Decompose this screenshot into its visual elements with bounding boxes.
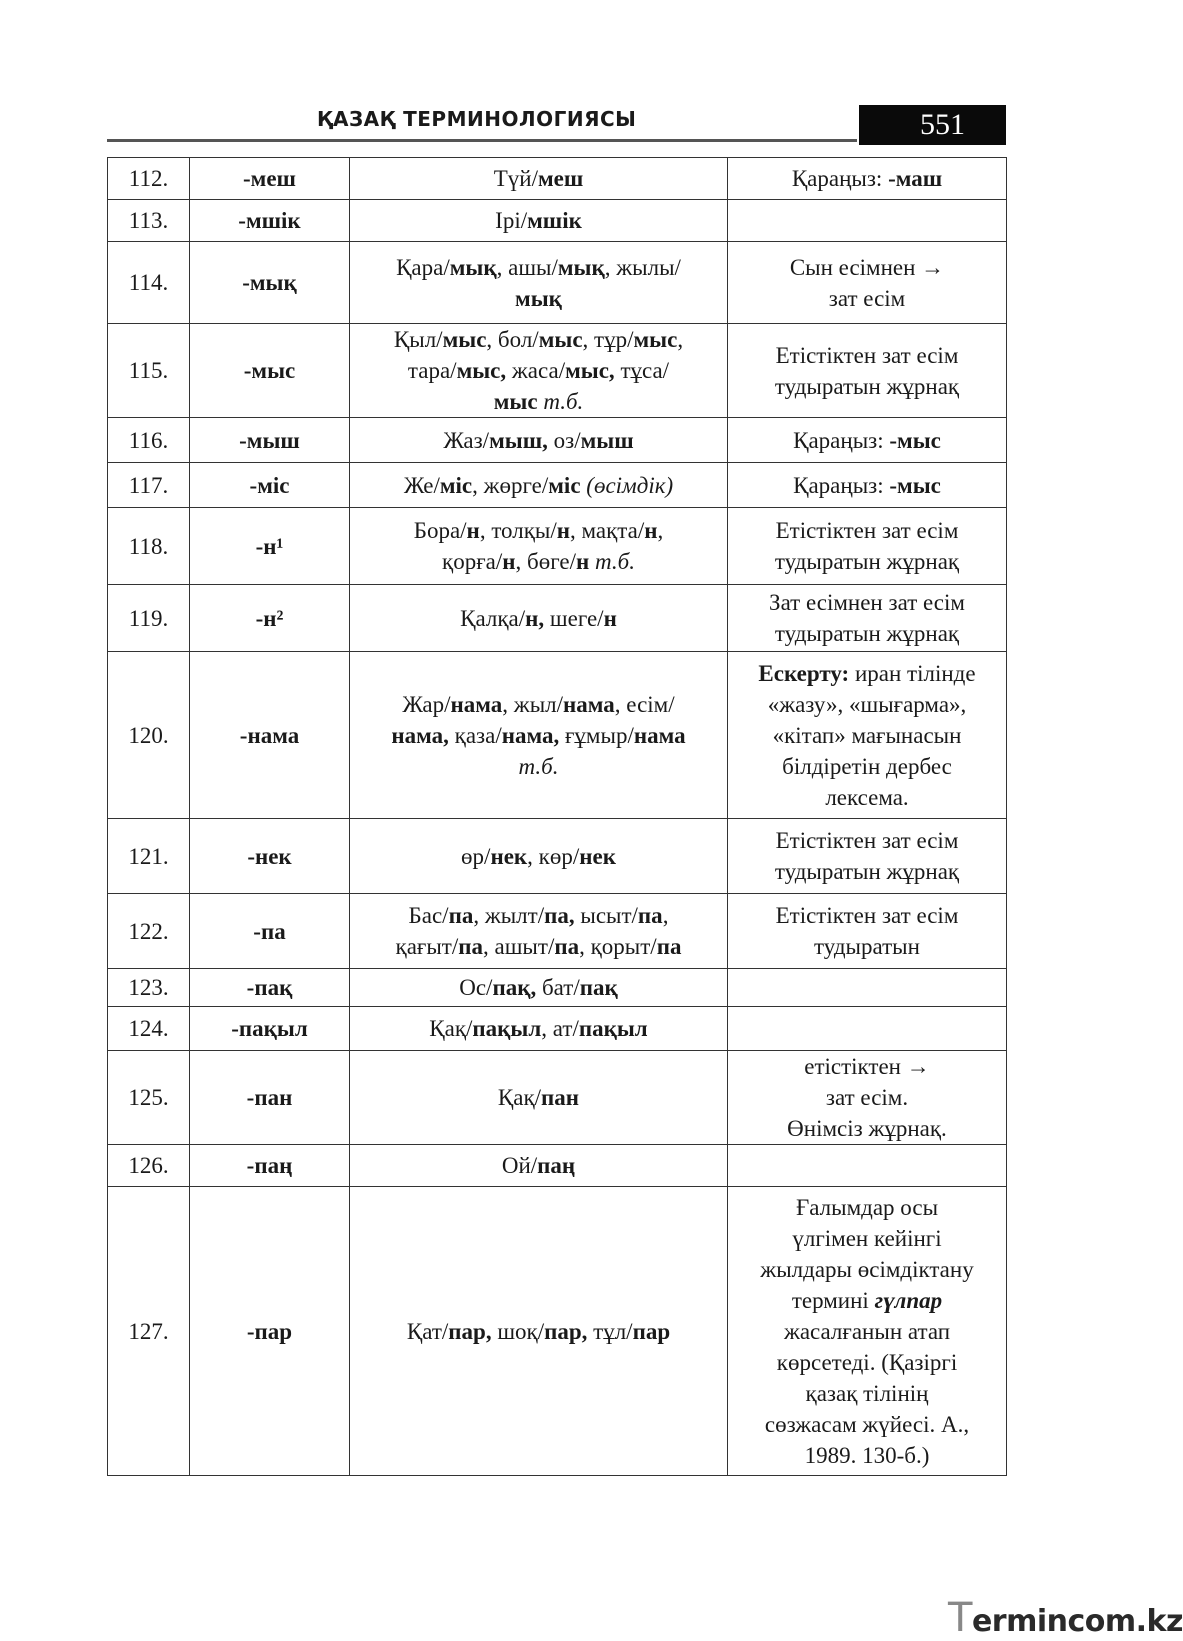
examples-cell: Бора/н, толқы/н, мақта/н, қорға/н, бөге/н т.б. — [350, 508, 728, 585]
book-title: ҚАЗАҚ ТЕРМИНОЛОГИЯСЫ — [317, 107, 637, 131]
row-number: 127. — [108, 1187, 190, 1476]
suffix-cell: -н¹ — [190, 508, 350, 585]
suffix-cell: -мыс — [190, 324, 350, 418]
note-cell: етістіктен → зат есім. Өнімсіз жұрнақ. — [728, 1051, 1007, 1145]
table-row — [108, 242, 1007, 324]
table-row — [108, 508, 1007, 585]
table-row — [108, 819, 1007, 894]
examples-cell: Қалқа/н, шеге/н — [350, 585, 728, 652]
suffix-cell: -пан — [190, 1051, 350, 1145]
row-number: 113. — [108, 200, 190, 242]
suffix-cell: -н² — [190, 585, 350, 652]
table-row — [108, 1145, 1007, 1187]
table-row — [108, 652, 1007, 819]
note-cell: Етістіктен зат есім тудыратын жұрнақ — [728, 819, 1007, 894]
table-row — [108, 1051, 1007, 1145]
watermark-logo-letter: T — [948, 1595, 972, 1641]
examples-cell: Бас/па, жылт/па, ысыт/па, қағыт/па, ашыт/па, қорыт/па — [350, 894, 728, 969]
row-number: 121. — [108, 819, 190, 894]
table-row — [108, 1007, 1007, 1051]
note-cell — [728, 1007, 1007, 1051]
note-cell: Етістіктен зат есім тудыратын жұрнақ — [728, 508, 1007, 585]
suffix-cell: -нек — [190, 819, 350, 894]
examples-cell: Қат/пар, шоқ/пар, тұл/пар — [350, 1187, 728, 1476]
note-cell: Қараңыз: -мыс — [728, 418, 1007, 463]
row-number: 122. — [108, 894, 190, 969]
suffix-cell: -мыш — [190, 418, 350, 463]
examples-cell: Қыл/мыс, бол/мыс, тұр/мыс, тара/мыс, жаса/мыс, тұса/ мыс т.б. — [350, 324, 728, 418]
row-number: 116. — [108, 418, 190, 463]
row-number: 119. — [108, 585, 190, 652]
watermark-text: ermincom.kz — [971, 1604, 1183, 1639]
row-number: 124. — [108, 1007, 190, 1051]
suffix-cell: -паң — [190, 1145, 350, 1187]
examples-cell: Ой/паң — [350, 1145, 728, 1187]
table-row — [108, 585, 1007, 652]
row-number: 118. — [108, 508, 190, 585]
note-cell: Етістіктен зат есім тудыратын жұрнақ — [728, 324, 1007, 418]
header-divider — [107, 139, 857, 142]
table-row — [108, 418, 1007, 463]
note-cell: Сын есімнен → зат есім — [728, 242, 1007, 324]
row-number: 117. — [108, 463, 190, 508]
note-cell: Зат есімнен зат есім тудыратын жұрнақ — [728, 585, 1007, 652]
suffix-cell: -міс — [190, 463, 350, 508]
note-cell: Ғалымдар осы үлгімен кейінгі жылдары өсімдіктану термині гүлпар жасалғанын атап көрсетеді. (Қазіргі қазақ тілінің сөзжасам жүйесі. А., 1989. 130-б.) — [728, 1187, 1007, 1476]
table-row — [108, 1187, 1007, 1476]
note-cell — [728, 969, 1007, 1007]
suffix-cell: -мық — [190, 242, 350, 324]
row-number: 126. — [108, 1145, 190, 1187]
suffix-cell: -пақыл — [190, 1007, 350, 1051]
table-row — [108, 200, 1007, 242]
note-cell: Қараңыз: -мыс — [728, 463, 1007, 508]
row-number: 125. — [108, 1051, 190, 1145]
examples-cell: Қақ/пан — [350, 1051, 728, 1145]
row-number: 115. — [108, 324, 190, 418]
examples-cell: Же/міс, жөрге/міс (өсімдік) — [350, 463, 728, 508]
examples-cell: Қара/мық, ашы/мық, жылы/ мық — [350, 242, 728, 324]
examples-cell: Жаз/мыш, оз/мыш — [350, 418, 728, 463]
table-row — [108, 463, 1007, 508]
page-number: 551 — [859, 105, 1006, 145]
site-watermark — [948, 1595, 1183, 1641]
table-row — [108, 969, 1007, 1007]
examples-cell: Ірі/мшік — [350, 200, 728, 242]
suffix-cell: -па — [190, 894, 350, 969]
note-cell — [728, 200, 1007, 242]
suffix-cell: -пақ — [190, 969, 350, 1007]
examples-cell: Қақ/пақыл, ат/пақыл — [350, 1007, 728, 1051]
note-cell — [728, 1145, 1007, 1187]
examples-cell: Ос/пақ, бат/пақ — [350, 969, 728, 1007]
note-cell: Қараңыз: -маш — [728, 158, 1007, 200]
note-cell: Етістіктен зат есім тудыратын — [728, 894, 1007, 969]
suffix-cell: -пар — [190, 1187, 350, 1476]
examples-cell: Түй/меш — [350, 158, 728, 200]
examples-cell: өр/нек, көр/нек — [350, 819, 728, 894]
table-row — [108, 324, 1007, 418]
suffix-table — [107, 157, 1007, 1476]
table-row — [108, 158, 1007, 200]
row-number: 120. — [108, 652, 190, 819]
row-number: 112. — [108, 158, 190, 200]
suffix-cell: -меш — [190, 158, 350, 200]
suffix-cell: -мшік — [190, 200, 350, 242]
suffix-cell: -нама — [190, 652, 350, 819]
table-row — [108, 894, 1007, 969]
row-number: 114. — [108, 242, 190, 324]
row-number: 123. — [108, 969, 190, 1007]
note-cell: Ескерту: иран тілінде «жазу», «шығарма», «кітап» мағынасын білдіретін дербес лексема. — [728, 652, 1007, 819]
examples-cell: Жар/нама, жыл/нама, есім/ нама, қаза/нама, ғұмыр/нама т.б. — [350, 652, 728, 819]
